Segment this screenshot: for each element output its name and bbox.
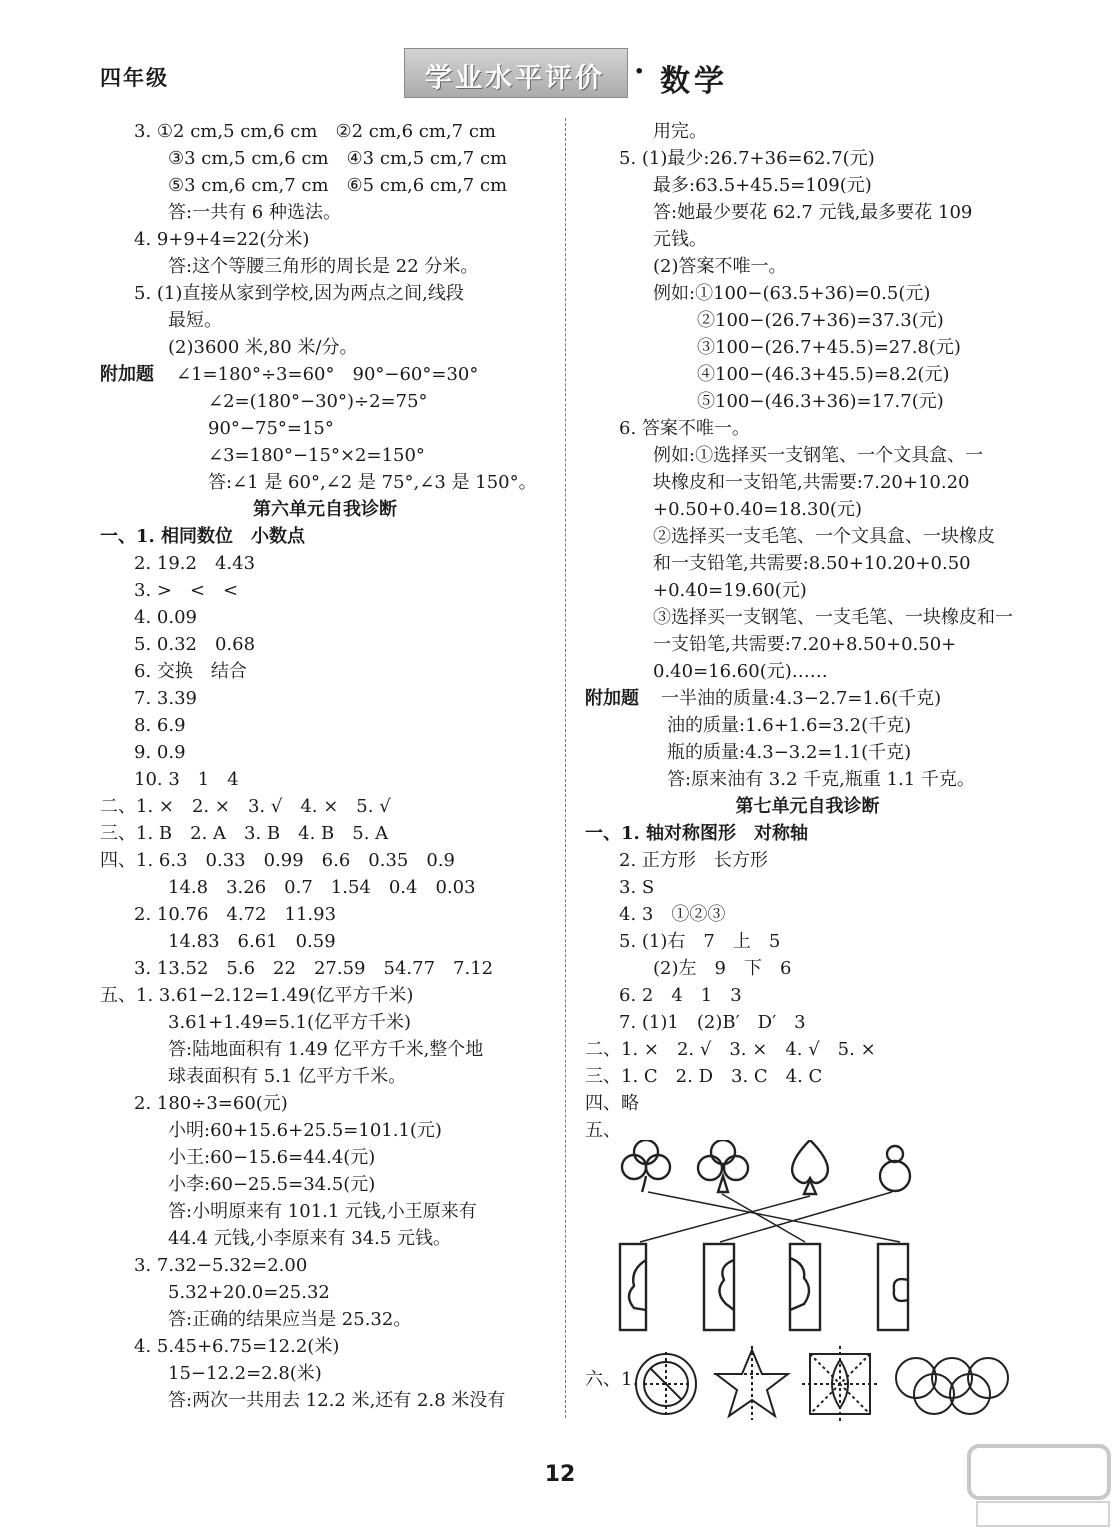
answer-line: (2)答案不唯一。	[653, 256, 787, 277]
answer-line: 一、1. 相同数位 小数点	[100, 526, 306, 547]
half-shape-card-4	[878, 1244, 908, 1330]
section-title-unit-6: 第六单元自我诊断	[253, 499, 397, 520]
answer-line: 3. 13.52 5.6 22 27.59 54.77 7.12	[134, 958, 494, 979]
answer-line: 瓶的质量:4.3−3.2=1.1(千克)	[667, 742, 912, 763]
answer-line: 三、1. C 2. D 3. C 4. C	[585, 1066, 823, 1087]
answer-line: 2. 10.76 4.72 11.93	[134, 904, 337, 925]
gourd-shape-icon	[880, 1146, 910, 1191]
answer-line: 6. 2 4 1 3	[619, 985, 742, 1006]
answer-line: 元钱。	[653, 229, 707, 250]
answer-line: 一、1. 轴对称图形 对称轴	[585, 823, 809, 844]
answer-line: 8. 6.9	[134, 715, 186, 736]
answer-line: 四、1. 6.3 0.33 0.99 6.6 0.35 0.9	[100, 850, 456, 871]
answer-line: 二、1. × 2. × 3. √ 4. × 5. √	[100, 796, 391, 817]
symmetry-axes-figure	[630, 1346, 1010, 1422]
answer-line	[585, 685, 1030, 712]
bonus-label: 附加题	[100, 364, 154, 385]
star-shape-icon	[714, 1346, 790, 1420]
symmetry-matching-figure	[600, 1140, 1020, 1340]
answer-text: 一半油的质量:4.3−2.7=1.6(千克)	[661, 688, 942, 709]
answer-line: 2. 180÷3=60(元)	[134, 1093, 288, 1114]
answer-line: 5. 0.32 0.68	[134, 634, 256, 655]
answer-line: ③3 cm,5 cm,6 cm ④3 cm,5 cm,7 cm	[168, 148, 508, 169]
answer-line: 5.32+20.0=25.32	[168, 1282, 330, 1303]
answer-line: 用完。	[653, 121, 707, 142]
answer-line: ②100−(26.7+36)=37.3(元)	[697, 310, 944, 331]
answer-line: 4. 0.09	[134, 607, 197, 628]
answer-line: 4. 5.45+6.75=12.2(米)	[134, 1336, 340, 1357]
answer-line: 小明:60+15.6+25.5=101.1(元)	[168, 1120, 442, 1141]
half-shape-card-2	[704, 1244, 734, 1330]
answer-line: 五、	[585, 1120, 621, 1141]
answer-line: 5. (1)右 7 上 5	[619, 931, 781, 952]
answer-line: ∠2=(180°−30°)÷2=75°	[208, 391, 428, 412]
answer-line: 油的质量:1.6+1.6=3.2(千克)	[667, 715, 912, 736]
answer-line: 答:∠1 是 60°,∠2 是 75°,∠3 是 150°。	[208, 472, 537, 493]
answer-line: 3. S	[619, 877, 655, 898]
column-divider	[565, 118, 566, 1418]
answer-line: (2)左 9 下 6	[653, 958, 792, 979]
answer-line: 3. ①2 cm,5 cm,6 cm ②2 cm,6 cm,7 cm	[134, 121, 496, 142]
grade-label: 四年级	[100, 66, 169, 90]
answer-line: 2. 19.2 4.43	[134, 553, 256, 574]
answer-line: 10. 3 1 4	[134, 769, 239, 790]
answer-line: ③选择买一支钢笔、一支毛笔、一块橡皮和一	[653, 607, 1013, 628]
answer-line: 4. 9+9+4=22(分米)	[134, 229, 310, 250]
answer-line: 答:两次一共用去 12.2 米,还有 2.8 米没有	[168, 1390, 506, 1411]
club-shape-icon	[698, 1140, 748, 1192]
answer-line: 答:小明原来有 101.1 元钱,小王原来有	[168, 1201, 477, 1222]
answer-line: 2. 正方形 长方形	[619, 850, 768, 871]
answer-line: 最多:63.5+45.5=109(元)	[653, 175, 872, 196]
answer-line	[100, 361, 550, 388]
left-column	[100, 118, 550, 1414]
answer-line: +0.40=19.60(元)	[653, 580, 807, 601]
answer-line: 0.40=16.60(元)……	[653, 661, 828, 682]
answer-line: 6. 交换 结合	[134, 661, 247, 682]
answer-line: 9. 0.9	[134, 742, 186, 763]
answer-line: (2)3600 米,80 米/分。	[168, 337, 358, 358]
answer-line: 14.83 6.61 0.59	[168, 931, 336, 952]
olympic-rings-icon	[896, 1358, 1008, 1414]
answer-line: 5. (1)最少:26.7+36=62.7(元)	[619, 148, 875, 169]
answer-line: 一支铅笔,共需要:7.20+8.50+0.50+	[653, 634, 957, 655]
answer-line: ④100−(46.3+45.5)=8.2(元)	[697, 364, 950, 385]
answer-line: +0.50+0.40=18.30(元)	[653, 499, 862, 520]
answer-line: 3. > < <	[134, 580, 239, 601]
answer-line: 和一支铅笔,共需要:8.50+10.20+0.50	[653, 553, 971, 574]
answer-line: 答:正确的结果应当是 25.32。	[168, 1309, 412, 1330]
answer-line: ②选择买一支毛笔、一个文具盒、一块橡皮	[653, 526, 995, 547]
answer-line: 六、1.	[585, 1369, 639, 1390]
half-shape-card-1	[620, 1244, 646, 1330]
answer-line: 小李:60−25.5=34.5(元)	[168, 1174, 376, 1195]
answer-line: 答:原来油有 3.2 千克,瓶重 1.1 千克。	[667, 769, 975, 790]
spade-shape-icon	[792, 1140, 828, 1194]
answer-line: 球表面积有 5.1 亿平方千米。	[168, 1066, 407, 1087]
answer-line: ∠3=180°−15°×2=150°	[208, 445, 425, 466]
answer-line: 90°−75°=15°	[208, 418, 334, 439]
answer-line: 答:这个等腰三角形的周长是 22 分米。	[168, 256, 479, 277]
half-shape-card-3	[790, 1244, 820, 1330]
square-pattern-icon	[802, 1346, 878, 1422]
answer-line: 二、1. × 2. √ 3. × 4. √ 5. ×	[585, 1039, 876, 1060]
answer-line: 五、1. 3.61−2.12=1.49(亿平方千米)	[100, 985, 414, 1006]
answer-line: 最短。	[168, 310, 222, 331]
prohibition-sign-icon	[636, 1352, 696, 1416]
answer-line: 答:一共有 6 种选法。	[168, 202, 341, 223]
answer-line: ⑤100−(46.3+36)=17.7(元)	[697, 391, 944, 412]
answer-line: ③100−(26.7+45.5)=27.8(元)	[697, 337, 961, 358]
answer-line: 14.8 3.26 0.7 1.54 0.4 0.03	[168, 877, 476, 898]
book-title: 学业水平评价	[425, 63, 605, 94]
answer-line: 四、略	[585, 1093, 639, 1114]
title-separator: ·	[634, 54, 645, 89]
answer-line: 44.4 元钱,小李原来有 34.5 元钱。	[168, 1228, 452, 1249]
answer-line: 答:她最少要花 62.7 元钱,最多要花 109	[653, 202, 973, 223]
answer-line: 7. 3.39	[134, 688, 197, 709]
answer-line: 6. 答案不唯一。	[619, 418, 750, 439]
clover-shape-icon	[622, 1140, 670, 1192]
answer-line: 小王:60−15.6=44.4(元)	[168, 1147, 376, 1168]
watermark-logo	[965, 1440, 1115, 1532]
answer-line: 块橡皮和一支铅笔,共需要:7.20+10.20	[653, 472, 970, 493]
answer-line: 3.61+1.49=5.1(亿平方千米)	[168, 1012, 411, 1033]
right-column	[585, 118, 1030, 1144]
answer-line: 例如:①选择买一支钢笔、一个文具盒、一	[653, 445, 984, 466]
answer-line: 4. 3 ①②③	[619, 904, 726, 925]
section-title-unit-7: 第七单元自我诊断	[735, 796, 880, 817]
answer-text: ∠1=180°÷3=60° 90°−60°=30°	[176, 364, 479, 385]
answer-line: 5. (1)直接从家到学校,因为两点之间,线段	[134, 283, 464, 304]
bonus-label: 附加题	[585, 688, 639, 709]
answer-line: 答:陆地面积有 1.49 亿平方千米,整个地	[168, 1039, 484, 1060]
subject-label: 数学	[660, 64, 728, 99]
answer-line: 例如:①100−(63.5+36)=0.5(元)	[653, 283, 931, 304]
answer-line: 三、1. B 2. A 3. B 4. B 5. A	[100, 823, 389, 844]
page-number: 12	[544, 1462, 576, 1487]
answer-line: 7. (1)1 (2)B′ D′ 3	[619, 1012, 806, 1033]
answer-line: ⑤3 cm,6 cm,7 cm ⑥5 cm,6 cm,7 cm	[168, 175, 508, 196]
answer-line: 3. 7.32−5.32=2.00	[134, 1255, 308, 1276]
answer-line: 15−12.2=2.8(米)	[168, 1363, 322, 1384]
